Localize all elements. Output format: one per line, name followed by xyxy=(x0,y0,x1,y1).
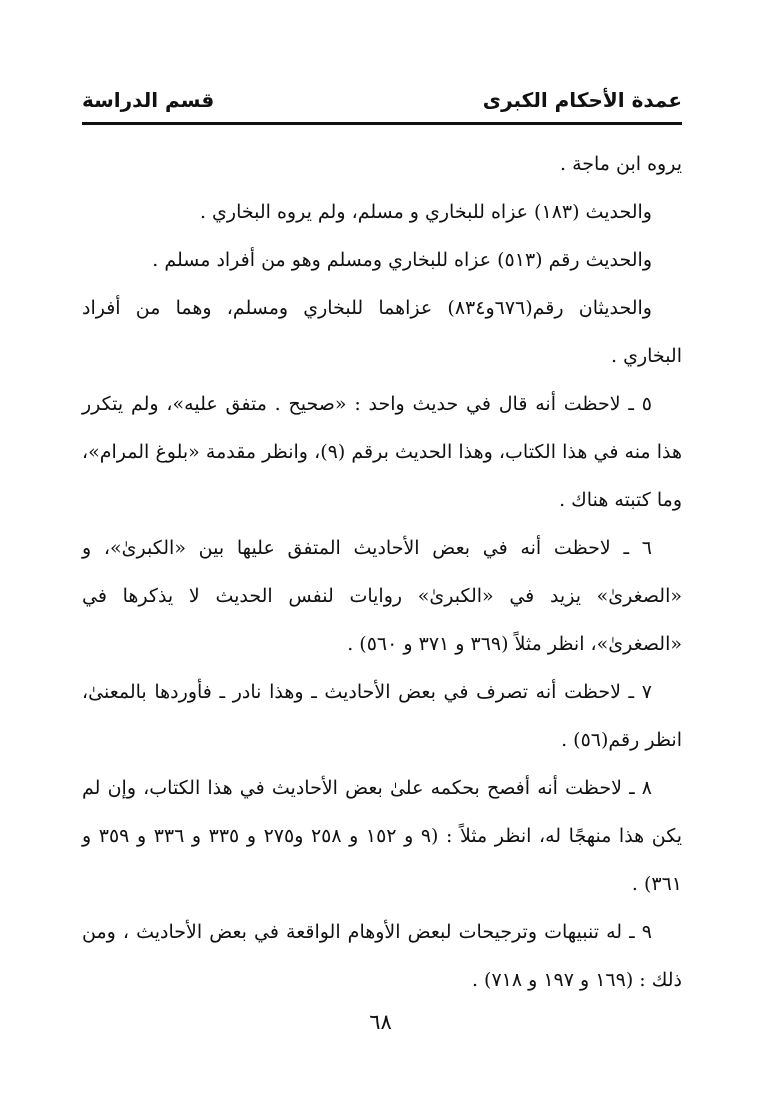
paragraph-note-8: ٨ ـ لاحظت أنه أفصح بحكمه علىٰ بعض الأحاديث في هذا الكتاب، وإن لم يكن هذا منهجًا له، انظر مثلاً : (٩ و ١٥٢ و ٢٥٨ و٢٧٥ و ٣٣٥ و ٣٣٦ و ٣٥٩ و ٣٦١) . xyxy=(82,777,683,895)
body-text xyxy=(82,140,682,1004)
paragraph-continuation: يروه ابن ماجة . xyxy=(560,153,682,175)
running-header xyxy=(82,86,682,120)
paragraph-hadith-513: والحديث رقم (٥١٣) عزاه للبخاري ومسلم وهو من أفراد مسلم . xyxy=(152,249,652,271)
paragraph-note-6: ٦ ـ لاحظت أنه في بعض الأحاديث المتفق عليها بين «الكبرىٰ»، و «الصغرىٰ» يزيد في «الكبرىٰ» روايات لنفس الحديث لا يذكرها في «الصغرىٰ»، انظر مثلاً (٣٦٩ و ٣٧١ و ٥٦٠) . xyxy=(82,537,682,655)
paragraph-hadiths-676-834: والحديثان رقم(٦٧٦و٨٣٤) عزاهما للبخاري ومسلم، وهما من أفراد البخاري . xyxy=(82,297,682,367)
paragraph-note-5: ٥ ـ لاحظت أنه قال في حديث واحد : «صحيح . متفق عليه»، ولم يتكرر هذا منه في هذا الكتاب، وهذا الحديث برقم (٩)، وانظر مقدمة «بلوغ المرام»، وما كتبته هناك . xyxy=(82,393,682,511)
paragraph-hadith-183: والحديث (١٨٣) عزاه للبخاري و مسلم، ولم يروه البخاري . xyxy=(199,201,652,223)
page-number: ٦٨ xyxy=(369,1010,392,1034)
paragraph-note-9: ٩ ـ له تنبيهات وترجيحات لبعض الأوهام الواقعة في بعض الأحاديث ، ومن ذلك : (١٦٩ و ١٩٧ و ٧١٨) . xyxy=(82,921,682,991)
header-divider xyxy=(82,122,682,125)
book-title: عمدة الأحكام الكبرى xyxy=(482,88,682,112)
paragraph-note-7: ٧ ـ لاحظت أنه تصرف في بعض الأحاديث ـ وهذا نادر ـ فأوردها بالمعنىٰ، انظر رقم(٥٦) . xyxy=(82,681,682,751)
section-title: قسم الدراسة xyxy=(82,88,215,112)
